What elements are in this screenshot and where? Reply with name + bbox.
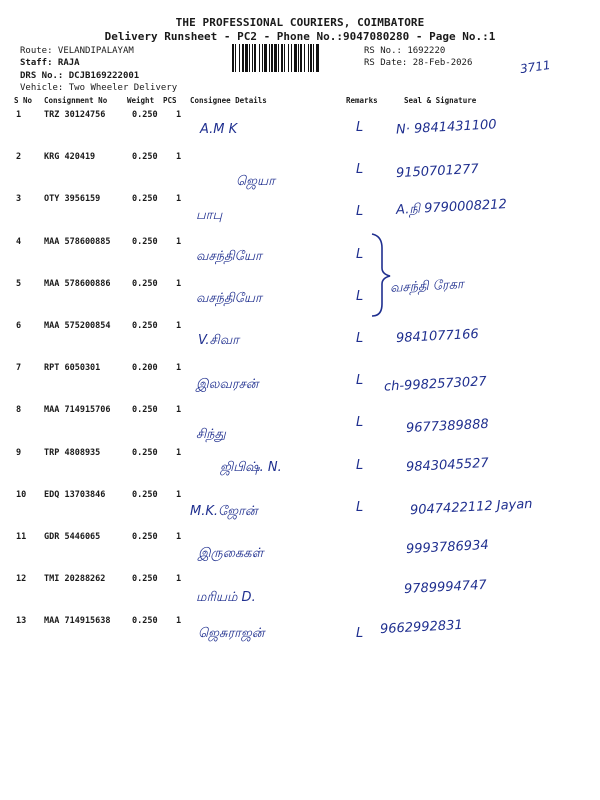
row-remark-handwritten: L xyxy=(356,120,364,135)
row-consignment-no: TRZ 30124756 xyxy=(44,110,106,120)
row-consignee-handwritten: வசந்தியோ xyxy=(196,248,262,264)
row-consignee-handwritten: ஜெயா xyxy=(236,174,275,190)
row-pcs: 1 xyxy=(176,321,182,331)
row-consignment-no: MAA 714915706 xyxy=(44,405,111,416)
staff-label: Staff: RAJA xyxy=(20,58,80,68)
row-signature-handwritten: 9677389888 xyxy=(405,417,490,437)
row-signature-handwritten: 9789994747 xyxy=(403,578,488,598)
row-weight: 0.250 xyxy=(132,236,158,247)
row-consignee-handwritten: ஜிபிஷ். N. xyxy=(220,459,282,475)
row-weight: 0.250 xyxy=(132,321,158,331)
row-remark-handwritten: L xyxy=(356,499,364,515)
row-signature-handwritten: 9841077166 xyxy=(395,326,480,347)
drs-label: DRS No.: DCJB169222001 xyxy=(20,71,140,81)
row-sno: 7 xyxy=(16,363,22,374)
row-weight: 0.250 xyxy=(132,405,158,416)
row-weight: 0.250 xyxy=(132,152,158,163)
row-consignee-handwritten: ஜெசுராஜன் xyxy=(198,626,265,642)
row-consignment-no: MAA 714915638 xyxy=(44,616,111,627)
vehicle-label: Vehicle: Two Wheeler Delivery xyxy=(20,83,178,93)
row-signature-handwritten: 9150701277 xyxy=(395,162,480,182)
row-remark-handwritten: L xyxy=(356,457,364,473)
row-signature-handwritten: A.நி 9790008212 xyxy=(395,197,508,219)
row-consignment-no: OTY 3956159 xyxy=(44,194,101,205)
row-signature-handwritten: ch-9982573027 xyxy=(383,374,488,395)
row-remark-handwritten: L xyxy=(356,331,364,346)
row-weight: 0.250 xyxy=(132,489,158,500)
row-sno: 1 xyxy=(16,110,22,120)
row-remark-handwritten: L xyxy=(356,246,364,262)
row-remark-handwritten: L xyxy=(356,162,364,178)
row-pcs: 1 xyxy=(176,236,182,247)
col-header-signature: Seal & Signature xyxy=(404,96,477,105)
row-weight: 0.200 xyxy=(132,363,158,374)
row-signature-handwritten: 9843045527 xyxy=(405,455,490,475)
row-consignment-no: MAA 578600886 xyxy=(44,278,111,289)
row-weight: 0.250 xyxy=(132,532,158,542)
row-consignee-handwritten: இலவரசன் xyxy=(196,377,259,393)
rs-number: RS No.: 1692220 xyxy=(364,46,446,56)
row-sno: 6 xyxy=(16,321,22,331)
row-weight: 0.250 xyxy=(132,110,158,120)
row-signature-handwritten: வசந்தி ரேகா xyxy=(389,276,465,296)
row-remark-handwritten: L xyxy=(356,415,364,431)
row-consignee-handwritten: மரியம் D. xyxy=(196,590,256,606)
row-sno: 5 xyxy=(16,278,22,289)
rs-date: RS Date: 28-Feb-2026 xyxy=(364,58,473,68)
row-remark-handwritten: L xyxy=(356,204,364,220)
row-consignment-no: TRP 4808935 xyxy=(44,447,101,458)
row-consignment-no: KRG 420419 xyxy=(44,152,96,163)
row-pcs: 1 xyxy=(176,110,182,120)
row-consignee-handwritten: A.M K xyxy=(200,122,238,137)
row-pcs: 1 xyxy=(176,152,182,163)
col-header-weight: Weight xyxy=(127,96,155,105)
row-pcs: 1 xyxy=(176,616,182,627)
row-pcs: 1 xyxy=(176,532,182,542)
row-consignee-handwritten: பாபு xyxy=(196,208,223,224)
row-consignee-handwritten: M.K.ஜோன் xyxy=(190,503,258,519)
row-pcs: 1 xyxy=(176,489,182,500)
row-signature-handwritten: 9047422112 Jayan xyxy=(409,496,533,518)
row-pcs: 1 xyxy=(176,194,182,205)
handwritten-count: 3711 xyxy=(519,57,552,77)
col-header-pcs: PCS xyxy=(163,96,177,105)
route-label: Route: VELANDIPALAYAM xyxy=(20,46,134,56)
row-consignment-no: TMI 20288262 xyxy=(44,574,106,585)
row-pcs: 1 xyxy=(176,574,182,585)
company-title: THE PROFESSIONAL COURIERS, COIMBATORE xyxy=(175,16,425,29)
row-remark-handwritten: L xyxy=(356,288,364,304)
row-weight: 0.250 xyxy=(132,447,158,458)
row-weight: 0.250 xyxy=(132,574,158,585)
row-sno: 3 xyxy=(16,194,22,205)
row-sno: 11 xyxy=(16,532,27,542)
row-consignee-handwritten: இருகைகள் xyxy=(198,546,264,561)
row-pcs: 1 xyxy=(176,447,182,458)
row-signature-handwritten: N· 9841431100 xyxy=(395,117,498,138)
row-sno: 12 xyxy=(16,574,27,585)
row-pcs: 1 xyxy=(176,405,182,416)
row-sno: 8 xyxy=(16,405,22,416)
row-pcs: 1 xyxy=(176,278,182,289)
row-pcs: 1 xyxy=(176,363,182,374)
row-sno: 9 xyxy=(16,447,22,458)
row-sno: 10 xyxy=(16,489,27,500)
row-weight: 0.250 xyxy=(132,278,158,289)
col-header-remarks: Remarks xyxy=(346,96,378,105)
row-consignment-no: RPT 6050301 xyxy=(44,363,101,374)
runsheet-line: Delivery Runsheet - PC2 - Phone No.:9047080280 - Page No.:1 xyxy=(104,30,496,43)
row-sno: 2 xyxy=(16,152,22,163)
row-consignment-no: GDR 5446065 xyxy=(44,532,101,542)
row-consignee-handwritten: வசந்தியோ xyxy=(196,290,262,306)
row-weight: 0.250 xyxy=(132,616,158,627)
row-consignee-handwritten: V.சிவா xyxy=(198,333,239,348)
row-remark-handwritten: L xyxy=(356,626,364,642)
row-signature-handwritten: 9662992831 xyxy=(379,618,464,638)
row-consignment-no: MAA 575200854 xyxy=(44,321,111,331)
col-header-consignment: Consignment No xyxy=(44,96,108,105)
row-consignee-handwritten: சிந்து xyxy=(196,427,226,443)
col-header-sno: S No xyxy=(14,96,33,105)
row-sno: 13 xyxy=(16,616,27,627)
col-header-consignee: Consignee Details xyxy=(190,96,267,105)
row-remark-handwritten: L xyxy=(356,373,364,389)
row-sno: 4 xyxy=(16,236,22,247)
row-consignment-no: MAA 578600885 xyxy=(44,236,111,247)
row-weight: 0.250 xyxy=(132,194,158,205)
row-signature-handwritten: 9993786934 xyxy=(405,537,490,558)
row-consignment-no: EDQ 13703846 xyxy=(44,489,106,500)
